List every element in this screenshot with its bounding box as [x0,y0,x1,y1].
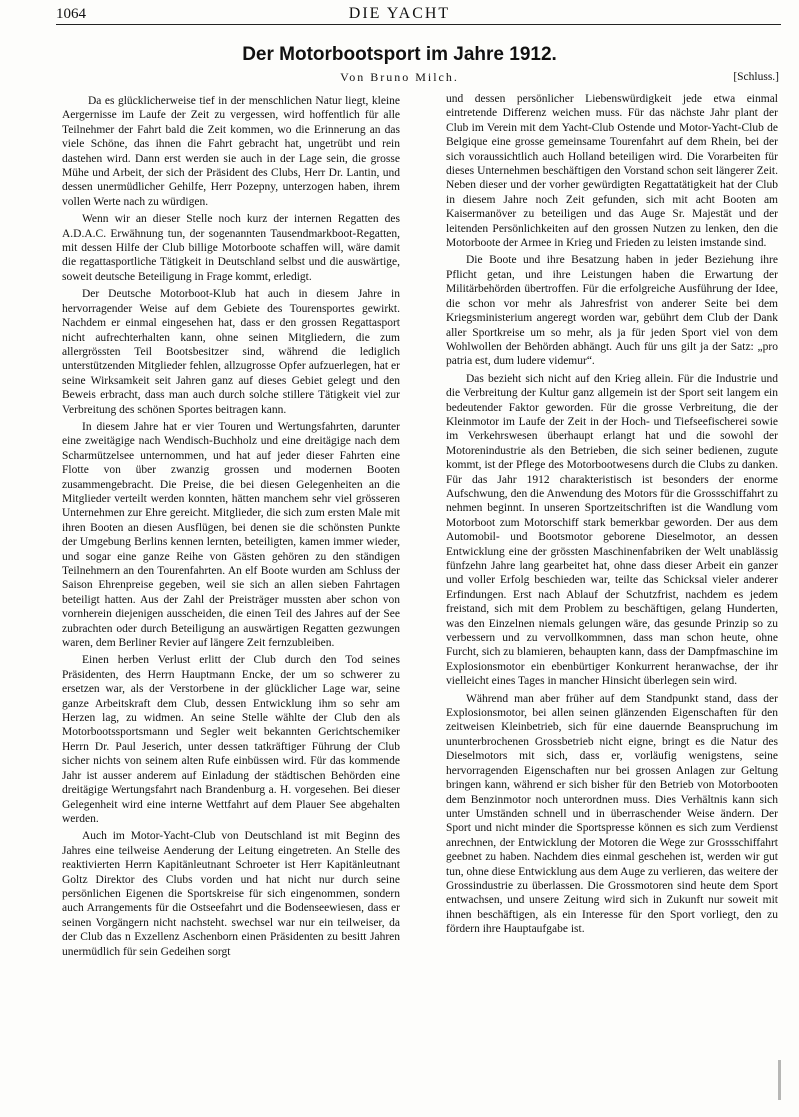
continuation-note: [Schluss.] [733,71,779,83]
article-byline: Von Bruno Milch. [340,70,459,84]
paragraph: Der Deutsche Motorboot-Klub hat auch in diesem Jahre in hervorragender Weise auf dem Gebiete des Tourensportes gewirkt. Nachdem er einmal eingesehen hat, dass er den grossen Regattasport nicht aufrechterhalten kann, ohne seinen Mitgliedern, die zum allergrössten Teil Bootsbesitzer sind, während die lediglich unterstützenden Mitglieder fehlen, allzugrosse Opfer aufzuerlegen, hat er seine Wirksamkeit seit Jahren ganz auf dieses Gebiet gelegt und den Beweis erbracht, dass man auch durch solche stillere Tätigkeit viel zur Verbreitung des schönen Sportes beitragen kann. [62,288,400,416]
article-title: Der Motorbootsport im Jahre 1912. [242,44,557,65]
page-header [0,2,799,24]
right-column [446,92,778,940]
paragraph: Während man aber früher auf dem Standpunkt stand, dass der Explosionsmotor, bei allen seinen glänzenden Eigenschaften für den zeitweisen Kleinbetrieb, sich für eine dauernde Beanspruchung im ununterbrochenen Grossbetrieb nicht eigne, bringt es die Natur des Dieselmotors mit sich, dass er, vorläufig wenigstens, seine hervorragenden Eigenschaften nur bei grossen Anlagen zur Geltung bringen kann, während er sich bisher für den Betrieb von Motorbooten dem Benzinmotor noch unterordnen muss. Dies Verhältnis kann sich unter Umständen schnell und in überraschender Weise ändern. Der Sport und nicht minder die Sportspresse können es sich zum Verdienst anrechnen, der Entwicklung der Motoren die Wege zur Grossschiffahrt geebnet zu haben. Nachdem dies einmal geschehen ist, werden wir gut tun, ohne diese Entwicklung aus dem Auge zu verlieren, das weitere der Grossindustrie zu überlassen. Die Grossmotoren sind heute dem Sport entwachsen, und unsere Zeitung wird sich in Zukunft nur soweit mit ihnen beschäftigen, als ein Interesse für den Sport vorliegt, den zu fördern ihre Hauptaufgabe ist. [446,692,778,936]
paragraph: Die Boote und ihre Besatzung haben in jeder Beziehung ihre Pflicht getan, und ihre Leistungen haben die Erwartung der Militärbehörden übertroffen. Für die erfolgreiche Ausführung der Idee, die schon vor mehr als Jahresfrist von anderer Seite bei dem Kriegsministerium angeregt worden war, gebührt dem Club der Dank aller Sportkreise um so mehr, als ja für jeden Sport viel von dem Wohlwollen der Behörden abhängt. Auch für uns gilt ja der Satz: „pro patria est, dum ludere videmur“. [446,254,778,368]
binding-edge-mark [778,1060,781,1100]
page-number: 1064 [56,6,86,22]
paragraph: Wenn wir an dieser Stelle noch kurz der internen Regatten des A.D.A.C. Erwähnung tun, der sogenannten Tausendmarkboot-Regatten, mit dessen Hilfe der Club billige Motorboote schaffen will, wäre damit die regattasportliche Tätigkeit in Deutschland selbst und die auswärtige, soweit deutsche Beteiligung in Frage kommt, erledigt. [62,213,400,283]
paragraph: Das bezieht sich nicht auf den Krieg allein. Für die Industrie und die Verbreitung der Kultur ganz allgemein ist der Sport seit langem ein bedeutender Faktor geworden. Für die grosse Verbreitung, die der Kleinmotor im Laufe der Zeit in der Hoch- und Tiefseefischerei sowie im Verkehrswesen überhaupt erlangt hat und die sowohl der Motorenindustrie als den Betrieben, die sich seiner bedienen, zugute kommt, ist der Pflege des Motorbootwesens durch die Clubs zu danken. Für das Jahr 1912 charakteristisch ist besonders der enorme Aufschwung, den die Anwendung des Motors für die Grossschiffahrt zu nehmen beginnt. In unseren Sportzeitschriften ist die Wandlung vom Motorboot zum Motorschiff stark bemerkbar geworden. Der aus dem Automobil- und Bootsmotor geborene Dieselmotor, an dessen Entwicklung eine der grössten Maschinenfabriken der Welt unablässig fünfzehn Jahre lang gearbeitet hat, ohne dass dieser Arbeit ein ganzer und voller Erfolg beschieden war, teilte das Schicksal vieler anderer Erfindungen. Erst nach Ablauf der Schutzfrist, nachdem es jedem freistand, sich mit dem Problem zu beschäftigen, gelang Hunderten, was den Einzelnen niemals gelungen wäre, das gesunde Prinzip so zu verbessern und zu vervollkommnen, dass man schon heute, ohne Furcht, sich zu blamieren, behaupten kann, dass der Dampfmaschine im Explosionsmotor ein ebenbürtiger Konkurrent heranwachse, der ihr vielleicht eines Tages in mancher Hinsicht überlegen sein wird. [446,372,778,688]
paragraph: Einen herben Verlust erlitt der Club durch den Tod seines Präsidenten, des Herrn Hauptmann Encke, der um so schwerer zu ersetzen war, als der Verstorbene in der glücklicher Lage war, seine ganze Arbeitskraft dem Club, dessen Entwicklung ihm so sehr am Herzen lag, zu widmen. An seine Stelle wählte der Club den als Motorbootssportsmann und Segler weit bekannten Gerichtschemiker Herrn Dr. Paul Jeserich, unter dessen tatkräftiger Führung der Club sicher nichts von seinem alten Rufe einbüssen wird. Für das kommende Jahr ist ausser anderem auf Einladung der städtischen Behörden eine dreitägige Wertungsfahrt nach Brandenburg a. H. vorgesehen. Bei dieser Gelegenheit wird eine interne Wettfahrt auf dem Plauer See abgehalten werden. [62,654,400,825]
header-rule [56,24,781,25]
paragraph: und dessen persönlicher Liebenswürdigkeit jede etwa einmal eintretende Differenz weichen muss. Für das nächste Jahr plant der Club im Verein mit dem Yacht-Club Ostende und Motor-Yacht-Club de Belgique eine grosse gemeinsame Tourenfahrt auf dem Rhein, bei der sich voraussichtlich auch Holland beteiligen wird. Die Vorarbeiten für dieses Unternehmen beschäftigen den Vorstand schon seit längerer Zeit. Neben dieser und der vorher gewürdigten Regattatätigkeit hat der Club in diesem Jahre noch Zeit gefunden, sich mit acht Booten am Kaisermanöver zu beteiligen und das Auge Sr. Majestät und der leitenden Persönlichkeiten auf den grossen Nutzen zu lenken, den die Motorboote der Armee in Krieg und Frieden zu leisten imstande sind. [446,93,778,250]
running-head: DIE YACHT [348,5,451,22]
paragraph: Da es glücklicherweise tief in der menschlichen Natur liegt, kleine Aergernisse im Laufe der Zeit zu vergessen, wird hoffentlich für alle Teilnehmer der Fahrt bald die Zeit kommen, wo die Erinnerung an das viele Schöne, das ihnen die Fahrt gebracht hat, ungetrübt und rein dastehen wird. Dann erst werden sie auch in der Lage sein, die grosse Mühe und Arbeit, der sich der Präsident des Clubs, Herr Dr. Lantin, und dessen unermüdlicher Gehilfe, Herr Pozepny, unterzogen haben, ihrem vollen Werte nach zu würdigen. [62,95,400,208]
paragraph: Auch im Motor-Yacht-Club von Deutschland ist mit Beginn des Jahres eine teilweise Aenderung der Leitung eingetreten. An Stelle des reaktivierten Herrn Kapitänleutnant Schroeter ist Herr Kapitänleutnant Goltz Direktor des Clubs vorden und hat nicht nur durch seine persönlichen Eigenen die Sportskreise für sich eingenommen, sondern auch Arrangements für die Ostseefahrt und die Bodenseewiesen, dass er seinen Vorgängern nicht nachsteht. swechsel war nur ein teilweiser, da der Club das n Exzellenz Aschenborn einen Präsidenten zu besitt Jahren unermüdlich für sein Gedeihen sorgt [62,830,400,958]
paragraph: In diesem Jahre hat er vier Touren und Wertungsfahrten, darunter eine zweitägige nach Wendisch-Buchholz und eine dreitägige nach dem Scharmützelsee unternommen, und hat auf jeder dieser Fahrten eine Flotte von über zwanzig grossen und modernen Booten zusammengebracht. Die Preise, die bei diesen Gelegenheiten an die Mitglieder verteilt werden konnten, hätten manchem sehr viel grösseren Unternehmen zur Ehre gereicht. Mitglieder, die sich zum ersten Male mit ihren Booten an diesen Ausflügen, bei denen sie die schönsten Punkte der Umgebung Berlins kennen lernten, beteiligten, kamen immer wieder, und sogar eine ganze Reihe von Gästen gehören zu den ständigen Teilnehmern an den Tourenfahrten. An elf Boote wurden am Schluss der Saison Ehrenpreise gegeben, weil sie sich an allen sieben Fahrtagen beteiligt hatten. Aus der Zahl der Preisträger mussten aber schon von vornherein diejenigen ausscheiden, die einen Teil des Jahres auf der See zubrachten oder durch Beteiligung an auswärtigen Regatten gezwungen waren, dem Berliner Revier auf längere Zeit fernzubleiben. [62,420,400,650]
left-column [62,94,400,962]
